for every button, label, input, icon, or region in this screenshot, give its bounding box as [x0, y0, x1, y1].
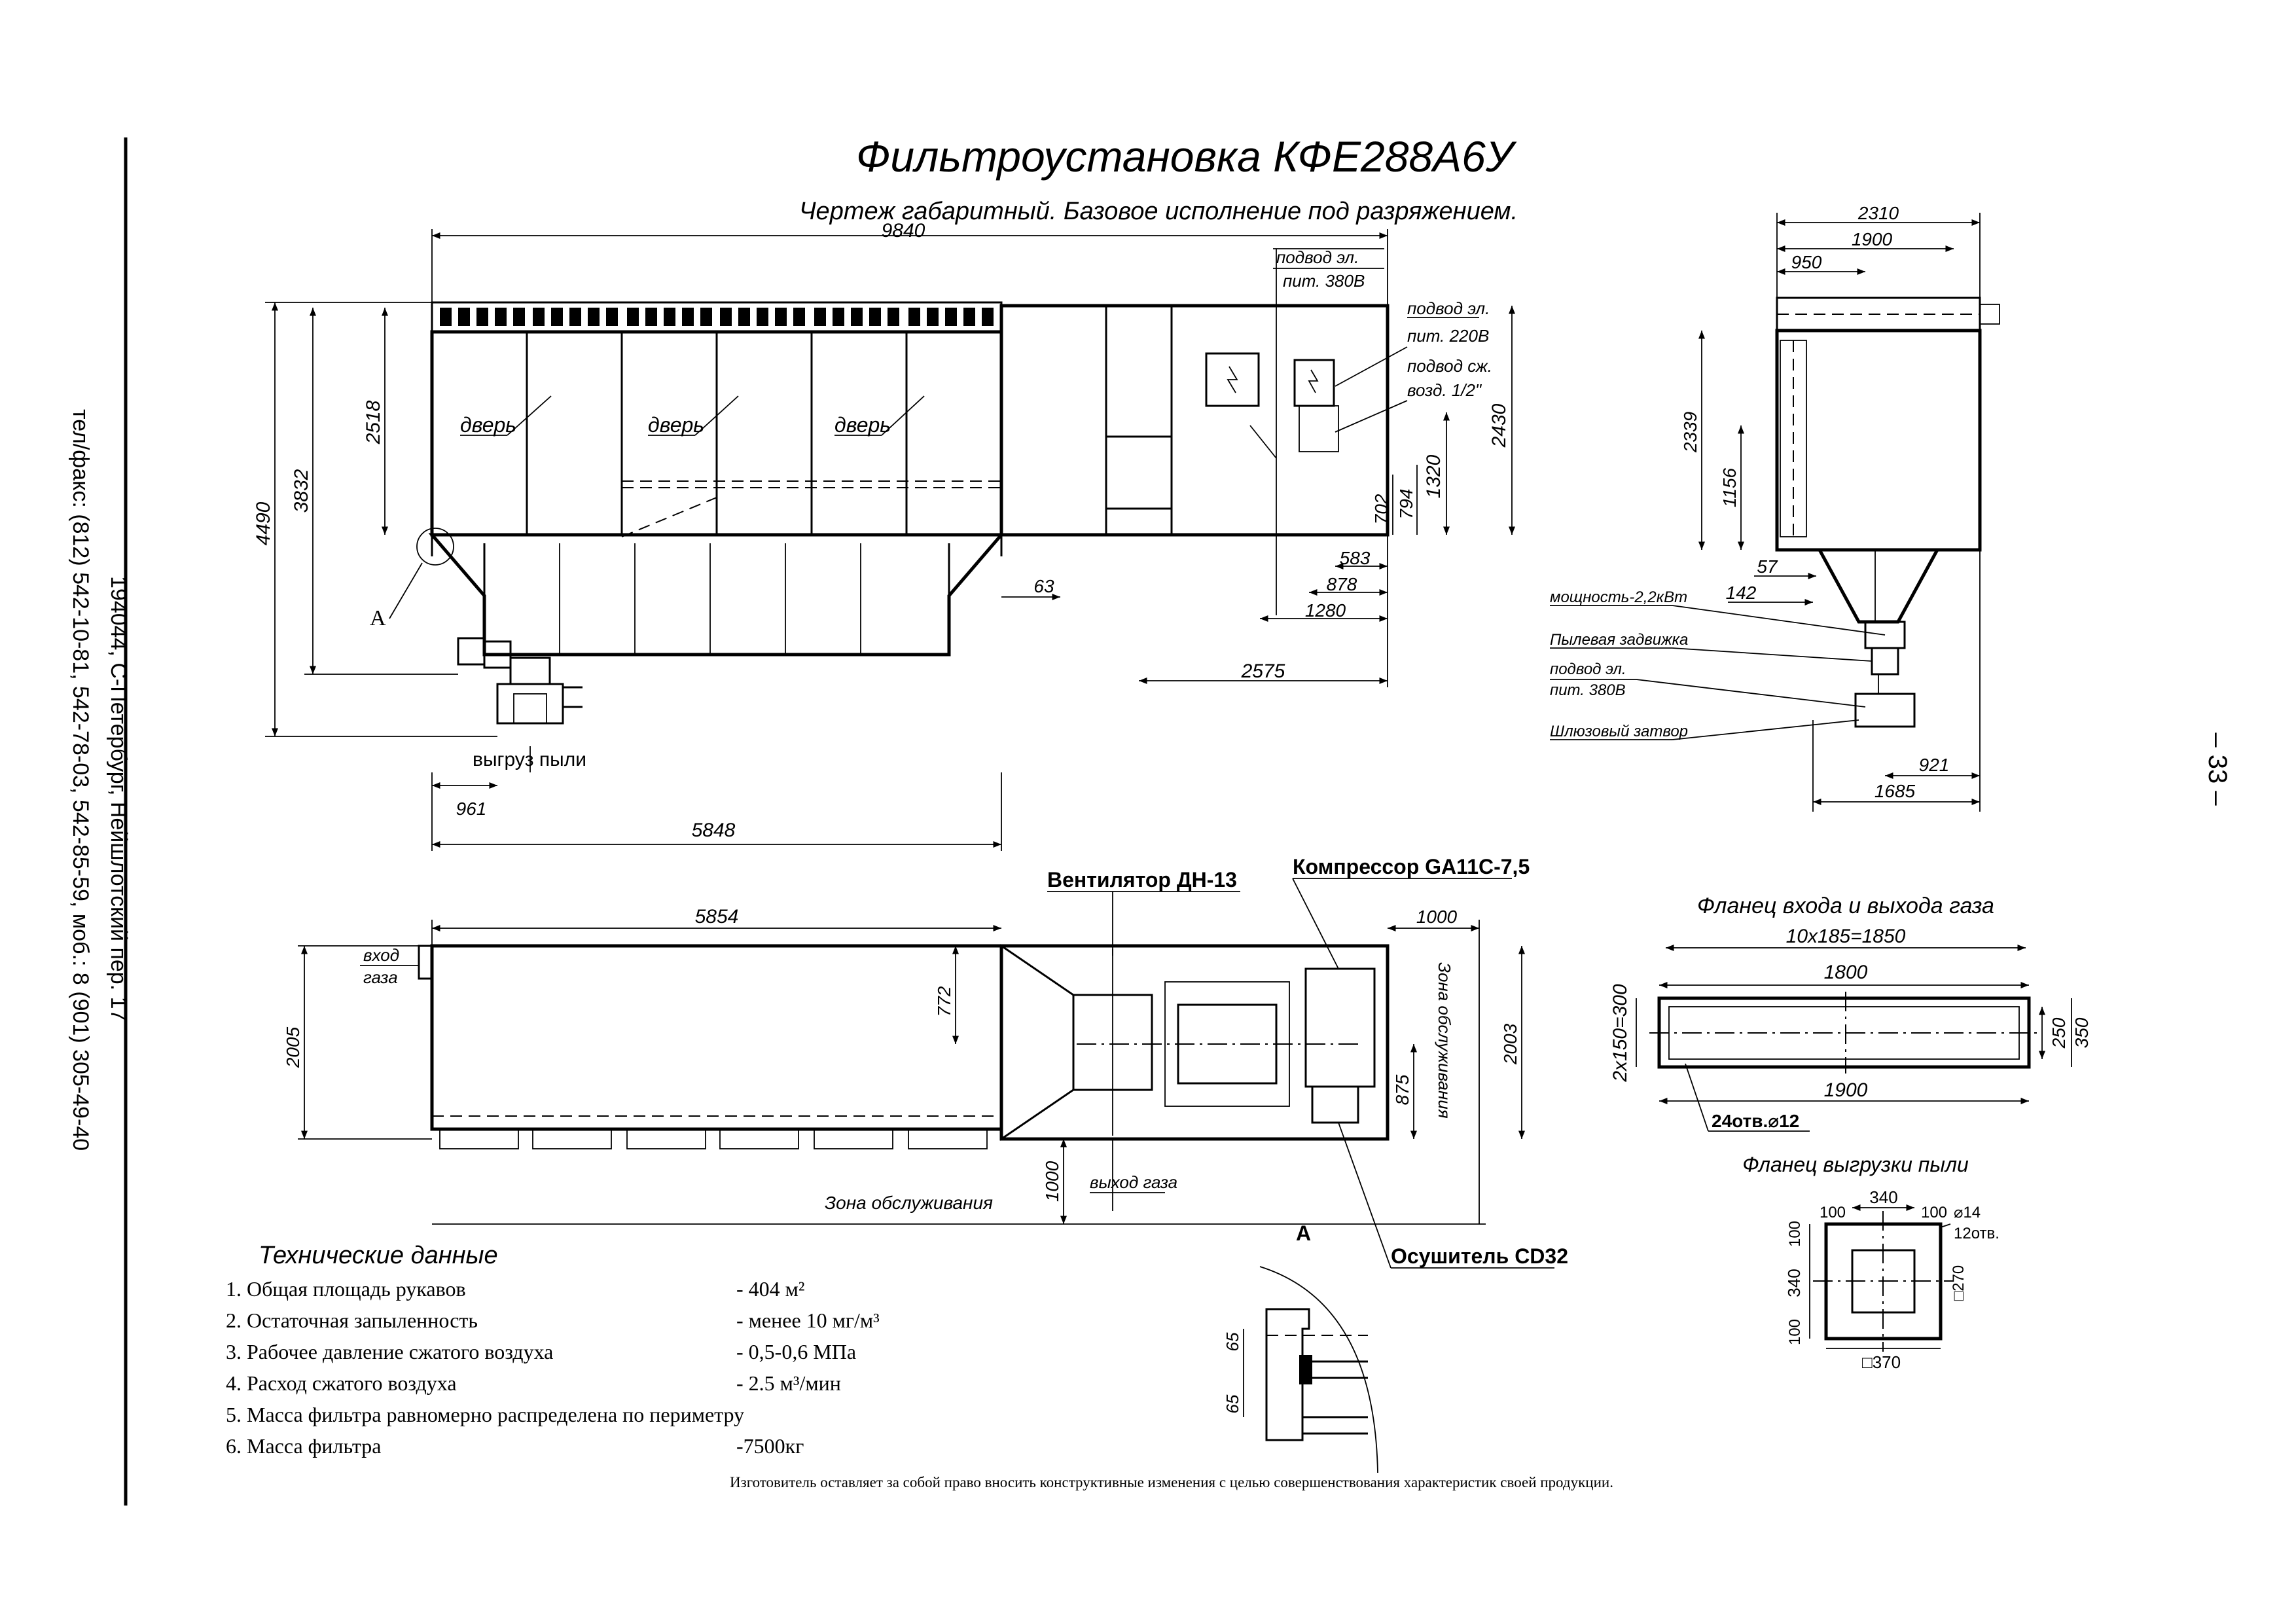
tech-row-6-label: 6. Масса фильтра: [226, 1434, 382, 1458]
plan-dim-875: 875: [1392, 1074, 1412, 1106]
callout-air-a: подвод сж.: [1407, 356, 1493, 376]
gas-flange-outline: [1659, 998, 2029, 1067]
plan-dim-772: 772: [934, 986, 954, 1017]
tech-row-1-value: - 404 м²: [736, 1277, 805, 1301]
plan-dim-width-right: 2003: [1500, 1023, 1520, 1065]
dim-583: 583: [1339, 548, 1371, 568]
dim-overall-length: 9840: [881, 220, 925, 242]
dim-side-142: 142: [1725, 583, 1757, 603]
dim-5848: 5848: [691, 820, 736, 841]
dim-height-right: 2430: [1488, 403, 1510, 448]
plan-gas-in-a: вход: [363, 945, 400, 965]
plan-dim-length: 5854: [694, 906, 739, 928]
gas-flange-dim-top: 10х185=1850: [1785, 926, 1906, 947]
dust-outlet-label: выгруз пыли: [473, 749, 586, 770]
drawing-subtitle: Чертеж габаритный. Базовое исполнение под разряжением.: [798, 198, 1518, 225]
gas-flange-dim-left: 2х150=300: [1609, 984, 1631, 1082]
plan-fan-label: Вентилятор ДН-13: [1047, 868, 1237, 892]
drawing-title: Фильтроустановка КФЕ288А6У: [855, 132, 1514, 181]
plan-service-right: Зона обслуживания: [1435, 962, 1454, 1119]
callout-power-380-b: пит. 380В: [1283, 271, 1365, 291]
gas-flange-dim-350: 350: [2072, 1017, 2092, 1049]
dim-878: 878: [1326, 574, 1357, 594]
plan-view: [283, 855, 1568, 1268]
dim-side-width-total: 2310: [1857, 203, 1899, 223]
dim-63: 63: [1033, 576, 1054, 596]
gas-flange-holes: 24отв.⌀12: [1712, 1111, 1800, 1131]
side-hopper: [1820, 550, 1937, 622]
dust-flange-left-340: 340: [1784, 1269, 1804, 1297]
dim-height-total: 4490: [253, 501, 274, 546]
dim-side-width-950: 950: [1791, 252, 1822, 272]
tech-row-1-label: 1. Общая площадь рукавов: [226, 1277, 466, 1301]
gas-flange-dim-250: 250: [2049, 1017, 2069, 1049]
machinery-housing: [1001, 306, 1388, 535]
side-body: [1777, 331, 1980, 550]
side-label-power-feed-a: подвод эл.: [1550, 660, 1626, 678]
dim-side-width-1900: 1900: [1851, 229, 1893, 249]
dim-height-1320: 1320: [1423, 454, 1444, 499]
plan-gas-in-b: газа: [363, 967, 398, 987]
side-airlock: [1856, 694, 1914, 727]
dim-side-921: 921: [1918, 755, 1950, 775]
tech-row-3-value: - 0,5-0,6 МПа: [736, 1340, 857, 1363]
tech-row-5-label: 5. Масса фильтра равномерно распределена по периметру: [226, 1403, 745, 1426]
dim-side-57: 57: [1757, 556, 1778, 577]
tech-row-2-value: - менее 10 мг/м³: [736, 1308, 880, 1332]
dust-flange-inner-size: □270: [1950, 1265, 1967, 1301]
dust-flange-left-100a: 100: [1786, 1220, 1804, 1248]
dust-flange-left-100b: 100: [1786, 1318, 1804, 1346]
dim-side-height-2339: 2339: [1680, 411, 1700, 453]
dust-flange-outer-size: □370: [1862, 1352, 1901, 1372]
dust-flange-title: Фланец выгрузки пыли: [1742, 1153, 1969, 1176]
dim-height-body: 3832: [291, 469, 312, 513]
side-view: [1550, 203, 2000, 812]
dust-hopper: [432, 535, 1001, 655]
gas-flange-dim-1800: 1800: [1823, 962, 1868, 983]
plan-fan-inlet: [1001, 946, 1073, 1139]
plan-section-a: А: [1296, 1221, 1312, 1245]
side-address: 194044, С-Петербург, Нейшлотский пер. 17: [106, 576, 131, 1022]
callout-power-220-a: подвод эл.: [1407, 298, 1490, 318]
callout-power-220-b: пит. 220В: [1407, 326, 1490, 346]
footnote: Изготовитель оставляет за собой право вносить конструктивные изменения с целью совершенствования характеристик своей продукции.: [730, 1474, 1613, 1490]
dust-flange-view: [1742, 1153, 2000, 1372]
plan-compressor: [1306, 969, 1374, 1087]
detail-a-marker: А: [370, 606, 386, 630]
door-label-1: дверь: [460, 413, 517, 437]
tech-data-block: [226, 1242, 880, 1458]
side-label-airlock: Шлюзовый затвор: [1550, 723, 1689, 740]
front-view: [253, 220, 1512, 851]
side-label-power: мощность-2,2кВт: [1550, 588, 1688, 606]
dust-flange-hole-dia: ⌀14: [1954, 1204, 1981, 1221]
plan-compressor-label: Компрессор GA11C-7,5: [1293, 855, 1530, 878]
dim-height-upper: 2518: [363, 400, 384, 444]
plan-gas-out: выход газа: [1090, 1172, 1178, 1192]
dust-flange-top-340: 340: [1869, 1187, 1898, 1207]
plan-dim-1000-v: 1000: [1042, 1161, 1062, 1202]
dim-height-702: 702: [1371, 494, 1391, 525]
plan-header-nozzles: [440, 1129, 987, 1149]
callout-power-380-a: подвод эл.: [1276, 247, 1359, 267]
plan-dryer: [1312, 1087, 1358, 1123]
tech-row-2-label: 2. Остаточная запыленность: [226, 1308, 478, 1332]
dust-flange-top-100a: 100: [1819, 1204, 1846, 1221]
door-label-2: дверь: [648, 413, 705, 437]
plan-filter-body: [432, 946, 1001, 1129]
door-label-3: дверь: [834, 413, 891, 437]
plan-dim-1000: 1000: [1416, 907, 1458, 927]
gas-flange-title: Фланец входа и выхода газа: [1697, 893, 1994, 918]
page-number: – 33 –: [2203, 732, 2232, 806]
plan-service-bottom: Зона обслуживания: [825, 1193, 993, 1213]
electrical-cabinet-220: [1295, 360, 1334, 406]
callout-air-b: возд. 1/2": [1407, 380, 1482, 400]
dim-961: 961: [456, 799, 487, 819]
dim-side-1685: 1685: [1874, 781, 1916, 801]
tech-row-6-value: -7500кг: [736, 1434, 804, 1458]
dust-flange-hole-count: 12отв.: [1954, 1225, 2000, 1242]
tech-heading: Технические данные: [259, 1242, 498, 1269]
side-label-power-feed-b: пит. 380В: [1550, 681, 1626, 699]
dust-flange-top-100b: 100: [1920, 1204, 1948, 1221]
dim-height-794: 794: [1396, 488, 1416, 520]
side-phones: тел/факс: (812) 542-10-81, 542-78-03, 542-85-59, моб.: 8 (901) 305-49-40: [68, 409, 93, 1151]
gas-flange-view: [1609, 893, 2092, 1131]
tech-row-3-label: 3. Рабочее давление сжатого воздуха: [226, 1340, 554, 1363]
dim-1280: 1280: [1304, 600, 1346, 621]
header-nozzles: [440, 308, 994, 326]
gas-flange-dim-1900: 1900: [1823, 1079, 1868, 1101]
dust-discharge-unit: [458, 638, 583, 723]
detail-a-dim-2: 65: [1223, 1394, 1242, 1414]
plan-dim-width-left: 2005: [283, 1026, 303, 1068]
detail-a-dim-1: 65: [1223, 1332, 1242, 1352]
plan-machinery-area: [1001, 946, 1388, 1139]
tech-row-4-label: 4. Расход сжатого воздуха: [226, 1371, 457, 1395]
detail-a-view: [1223, 1267, 1378, 1473]
dim-2575: 2575: [1241, 660, 1285, 682]
side-label-dust-gate: Пылевая задвижка: [1550, 631, 1689, 649]
tech-row-4-value: - 2.5 м³/мин: [736, 1371, 841, 1395]
plan-dryer-label: Осушитель CD32: [1391, 1244, 1568, 1268]
dim-side-height-1156: 1156: [1719, 467, 1740, 508]
